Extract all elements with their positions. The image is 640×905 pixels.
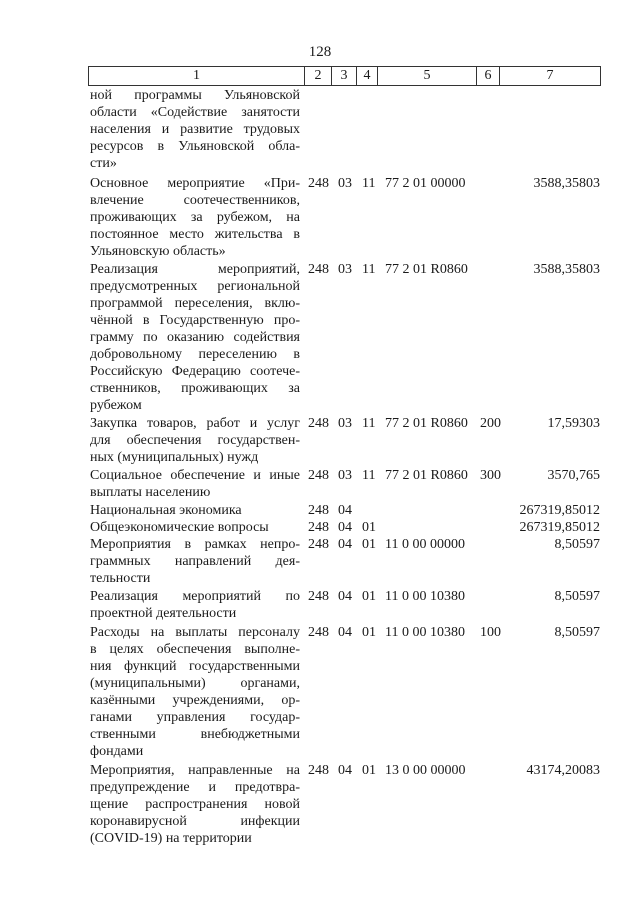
cell-c4: 01 — [362, 625, 376, 640]
cell-c3: 04 — [338, 503, 352, 518]
cell-c7: 43174,20083 — [526, 763, 600, 778]
cell-c7: 8,50597 — [554, 589, 600, 604]
cell-c5: 13 0 00 00000 — [385, 763, 466, 778]
description-line: программой переселения, вклю- — [90, 296, 300, 311]
header-col-2: 2 — [305, 67, 332, 86]
cell-c2: 248 — [308, 589, 329, 604]
cell-c2: 248 — [308, 176, 329, 191]
cell-c3: 03 — [338, 416, 352, 431]
description-line: выплаты населению — [90, 485, 211, 500]
cell-c5: 11 0 00 00000 — [385, 537, 465, 552]
row-description — [90, 502, 300, 519]
description-line: Мероприятия, направленные на — [90, 763, 300, 778]
cell-c3: 03 — [338, 176, 352, 191]
description-line: ния функций государственными — [90, 659, 300, 674]
cell-c3: 04 — [338, 763, 352, 778]
cell-c4: 11 — [362, 176, 376, 191]
cell-c5: 77 2 01 00000 — [385, 176, 466, 191]
header-col-3: 3 — [332, 67, 357, 86]
cell-c7: 3588,35803 — [533, 262, 600, 277]
cell-c4: 01 — [362, 589, 376, 604]
description-line: ственными внебюджетными — [90, 727, 300, 742]
description-line: населения и развитие трудовых — [90, 122, 300, 137]
cell-c5: 77 2 01 R0860 — [385, 468, 468, 483]
cell-c3: 04 — [338, 625, 352, 640]
description-line: Реализация мероприятий, — [90, 262, 300, 277]
cell-c2: 248 — [308, 262, 329, 277]
row-description — [90, 588, 300, 622]
row-description — [90, 536, 300, 587]
description-line: ной программы Ульяновской — [90, 88, 300, 103]
description-line: Реализация мероприятий по — [90, 589, 300, 604]
row-description — [90, 624, 300, 760]
cell-c7: 267319,85012 — [519, 503, 600, 518]
description-line: сти» — [90, 156, 117, 171]
row-description — [90, 467, 300, 501]
cell-c2: 248 — [308, 520, 329, 535]
cell-c7: 8,50597 — [554, 537, 600, 552]
description-line: проживающих за рубежом, на — [90, 210, 300, 225]
description-line: Ульяновскую область» — [90, 244, 226, 259]
row-description — [90, 175, 300, 260]
description-line: (муниципальными) органами, — [90, 676, 300, 691]
description-line: Расходы на выплаты персоналу — [90, 625, 300, 640]
cell-c5: 77 2 01 R0860 — [385, 416, 468, 431]
row-description — [90, 415, 300, 466]
description-line: проектной деятельности — [90, 606, 237, 621]
description-line: Национальная экономика — [90, 503, 242, 518]
header-col-1: 1 — [89, 67, 305, 86]
description-line: предупреждение и предотвра- — [90, 780, 300, 795]
description-line: ресурсов в Ульяновской обла- — [90, 139, 300, 154]
cell-c4: 11 — [362, 262, 376, 277]
description-line: ганами управления государ- — [90, 710, 300, 725]
description-line: ных (муниципальных) нужд — [90, 450, 259, 465]
page-number: 128 — [308, 44, 332, 60]
description-line: области «Содействие занятости — [90, 105, 300, 120]
row-description — [90, 762, 300, 847]
description-line: фондами — [90, 744, 144, 759]
description-line: граммных направлений дея- — [90, 554, 300, 569]
cell-c3: 04 — [338, 520, 352, 535]
row-description — [90, 519, 300, 536]
cell-c7: 3570,765 — [547, 468, 600, 483]
header-col-5: 5 — [378, 67, 477, 86]
description-line: Российскую Федерацию соотече- — [90, 364, 300, 379]
description-line: влечение соотечественников, — [90, 193, 300, 208]
description-line: коронавирусной инфекции — [90, 814, 300, 829]
description-line: Социальное обеспечение и иные — [90, 468, 300, 483]
description-line: казёнными учреждениями, ор- — [90, 693, 300, 708]
cell-c4: 11 — [362, 416, 376, 431]
cell-c5: 77 2 01 R0860 — [385, 262, 468, 277]
description-line: (COVID-19) на территории — [90, 831, 252, 846]
description-line: Мероприятия в рамках непро- — [90, 537, 300, 552]
description-line: Общеэкономические вопросы — [90, 520, 269, 535]
cell-c3: 04 — [338, 589, 352, 604]
cell-c2: 248 — [308, 416, 329, 431]
cell-c4: 01 — [362, 537, 376, 552]
cell-c2: 248 — [308, 625, 329, 640]
description-line: тельности — [90, 571, 151, 586]
table-header — [88, 66, 601, 86]
description-line: в целях обеспечения выполне- — [90, 642, 300, 657]
cell-c2: 248 — [308, 468, 329, 483]
cell-c3: 03 — [338, 468, 352, 483]
description-line: постоянное место жительства в — [90, 227, 300, 242]
cell-c2: 248 — [308, 537, 329, 552]
header-col-7: 7 — [500, 67, 601, 86]
cell-c5: 11 0 00 10380 — [385, 625, 465, 640]
cell-c5: 11 0 00 10380 — [385, 589, 465, 604]
description-line: для обеспечения государствен- — [90, 433, 300, 448]
cell-c3: 03 — [338, 262, 352, 277]
description-line: добровольному переселению в — [90, 347, 300, 362]
row-description — [90, 87, 300, 172]
header-col-6: 6 — [477, 67, 500, 86]
description-line: ственников, проживающих за — [90, 381, 300, 396]
row-description — [90, 261, 300, 414]
cell-c7: 8,50597 — [554, 625, 600, 640]
description-line: Закупка товаров, работ и услуг — [90, 416, 300, 431]
cell-c4: 01 — [362, 520, 376, 535]
cell-c6: 100 — [480, 625, 501, 640]
cell-c6: 300 — [480, 468, 501, 483]
description-line: щение распространения новой — [90, 797, 300, 812]
header-col-4: 4 — [357, 67, 378, 86]
description-line: чённой в Государственную про- — [90, 313, 300, 328]
cell-c2: 248 — [308, 503, 329, 518]
description-line: рубежом — [90, 398, 142, 413]
cell-c4: 01 — [362, 763, 376, 778]
cell-c7: 267319,85012 — [519, 520, 600, 535]
cell-c3: 04 — [338, 537, 352, 552]
description-line: грамму по оказанию содействия — [90, 330, 300, 345]
description-line: Основное мероприятие «При- — [90, 176, 300, 191]
description-line: предусмотренных региональной — [90, 279, 300, 294]
cell-c7: 3588,35803 — [533, 176, 600, 191]
cell-c6: 200 — [480, 416, 501, 431]
cell-c4: 11 — [362, 468, 376, 483]
cell-c2: 248 — [308, 763, 329, 778]
cell-c7: 17,59303 — [547, 416, 600, 431]
